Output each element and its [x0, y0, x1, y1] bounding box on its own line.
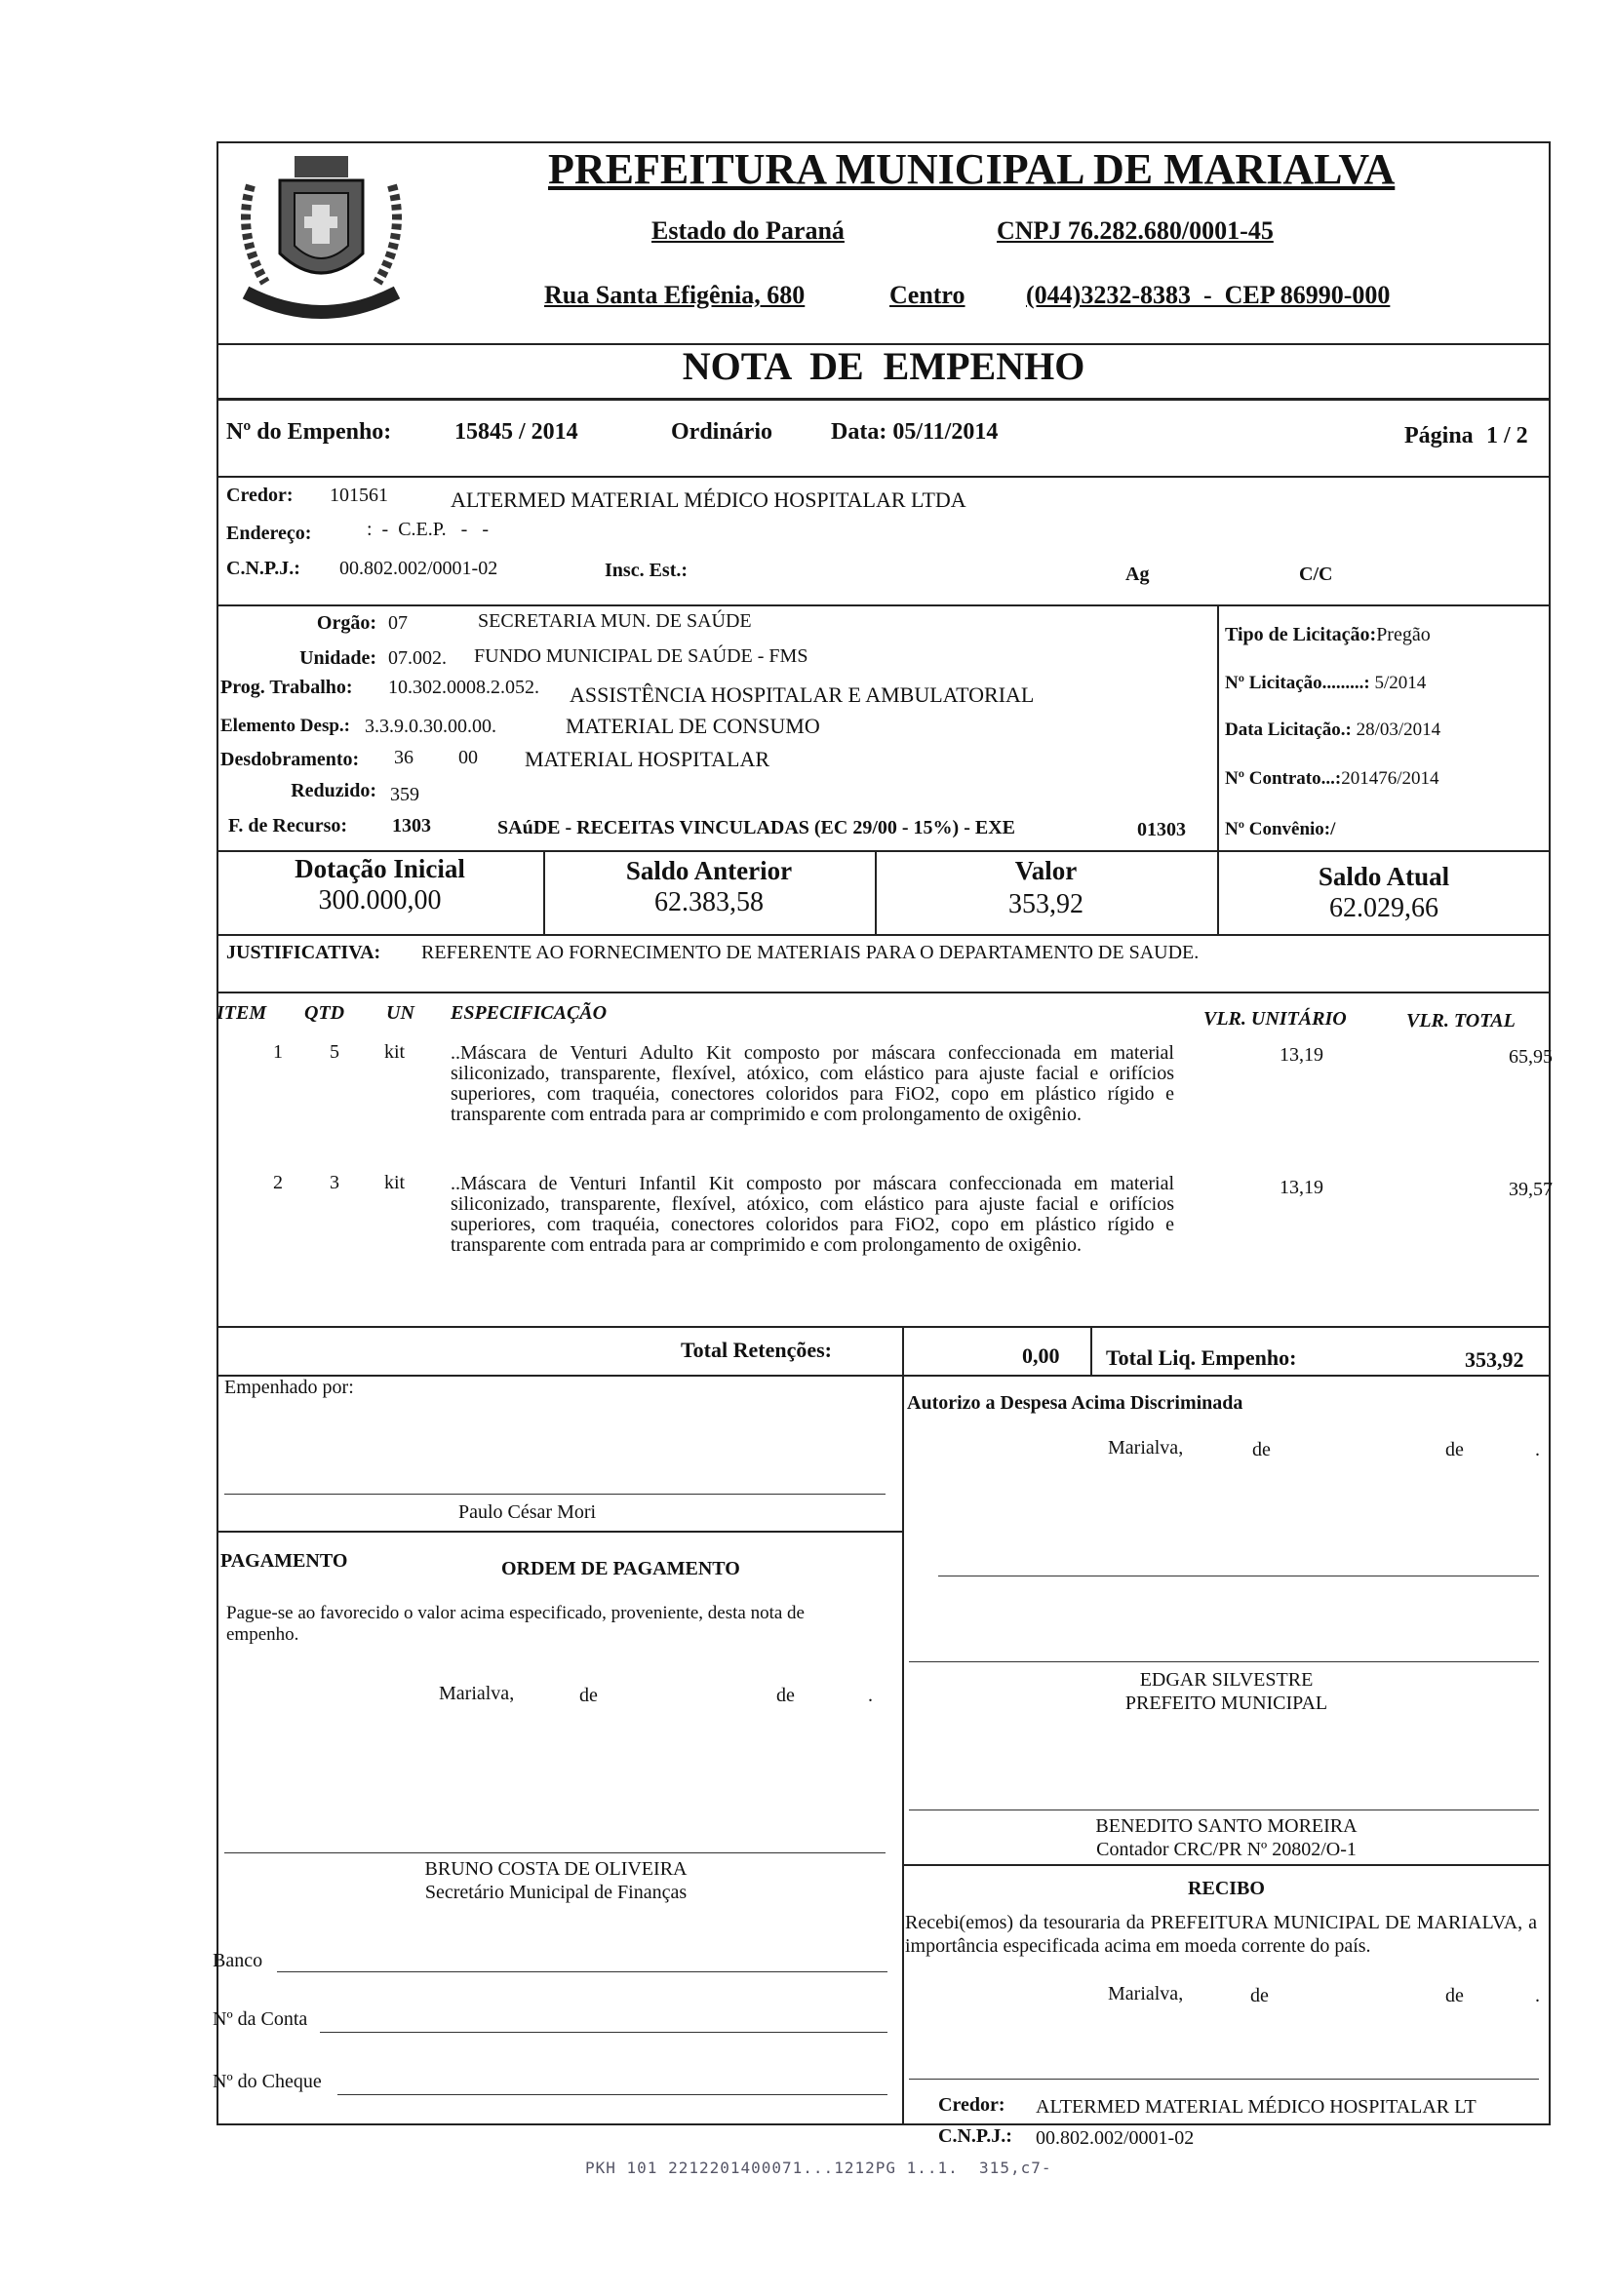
recibo-de-2: de: [1445, 1985, 1464, 2006]
item-number: 2: [273, 1172, 283, 1193]
recibo-dot: .: [1535, 1985, 1540, 2006]
recibo-credor-label: Credor:: [938, 2094, 1005, 2116]
recurso-code-2: 01303: [1137, 819, 1186, 840]
financas-name: BRUNO COSTA DE OLIVEIRA: [424, 1858, 688, 1880]
divider: [217, 850, 1551, 852]
banco-label: Banco: [213, 1950, 263, 1971]
saldo-anterior-value: 62.383,58: [654, 887, 764, 917]
numero-convenio: Nº Convênio:/: [1225, 819, 1336, 839]
pagamento-de-1: de: [579, 1685, 598, 1706]
items-header-un: UN: [386, 1002, 414, 1024]
reduzido-code: 359: [390, 784, 419, 805]
retencoes-value: 0,00: [1022, 1343, 1060, 1368]
prefeito-name: EDGAR SILVESTRE: [1139, 1669, 1314, 1691]
financas-title: Secretário Municipal de Finanças: [424, 1882, 688, 1903]
dotacao-label: Dotação Inicial: [295, 854, 465, 883]
divider: [217, 1375, 1551, 1377]
numero-contrato: Nº Contrato...:201476/2014: [1225, 768, 1439, 789]
item-vlr-total: 65,95: [1509, 1046, 1553, 1068]
endereco-label: Endereço:: [226, 523, 312, 544]
autorizo-dot: .: [1535, 1439, 1540, 1460]
valor-value: 353,92: [1008, 889, 1083, 919]
item-un: kit: [384, 1172, 406, 1193]
pagamento-city: Marialva,: [439, 1683, 515, 1704]
justificativa-text: REFERENTE AO FORNECIMENTO DE MATERIAIS PARA O DEPARTAMENTO DE SAUDE.: [421, 942, 1200, 963]
endereco-value: : - C.E.P. - -: [367, 519, 489, 540]
divider: [217, 398, 1551, 401]
empenhado-por-label: Empenhado por:: [224, 1377, 354, 1398]
orgao-name: SECRETARIA MUN. DE SAÚDE: [478, 610, 752, 632]
elem-label: Elemento Desp.:: [220, 716, 350, 736]
empenho-date: Data: 05/11/2014: [831, 419, 999, 445]
cnpj-label: C.N.P.J.:: [226, 558, 300, 579]
signature-line: [909, 1661, 1539, 1662]
contador-title: Contador CRC/PR Nº 20802/O-1: [1096, 1839, 1357, 1860]
data-licitacao: Data Licitação.: 28/03/2014: [1225, 720, 1441, 740]
prog-code: 10.302.0008.2.052.: [388, 677, 539, 698]
recibo-text: Recebi(emos) da tesouraria da PREFEITURA MUNICIPAL DE MARIALVA, a importância especificada acima em moeda corrente do país.: [905, 1912, 1537, 1957]
items-header-qtd: QTD: [304, 1002, 345, 1024]
autorizo-city: Marialva,: [1108, 1437, 1184, 1459]
credor-name: ALTERMED MATERIAL MÉDICO HOSPITALAR LTDA: [451, 487, 966, 512]
insc-label: Insc. Est.:: [605, 560, 689, 581]
banco-line: [277, 1971, 887, 1972]
table-row: [217, 1170, 1551, 1301]
item-spec: ..Máscara de Venturi Adulto Kit composto por máscara confeccionada em material siliconizado, transparente, flexível, atóxico, com elástico para ajuste facial e orifícios superiores, com traquéia, conectores coloridos para FiO2, copo em plástico rígido e transparente com entrada para ar comprimido e com prolongamento de oxigênio.: [451, 1042, 1174, 1125]
cheque-line: [337, 2094, 887, 2095]
orgao-label: Orgão:: [316, 612, 376, 634]
orgao-code: 07: [388, 612, 408, 634]
conta-label: Nº da Conta: [213, 2008, 308, 2030]
municipal-address: Rua Santa Efigênia, 680: [544, 281, 806, 309]
recurso-name: SAúDE - RECEITAS VINCULADAS (EC 29/00 - 15%) - EXE: [497, 817, 1015, 838]
item-spec: ..Máscara de Venturi Infantil Kit composto por máscara confeccionada em material siliconizado, transparente, flexível, atóxico, com elástico para ajuste facial e orifícios superiores, com traquéia, conectores coloridos para FiO2, copo em plástico rígido e transparente com entrada para ar comprimido e com prolongamento de oxigênio.: [451, 1173, 1174, 1256]
item-un: kit: [384, 1041, 406, 1063]
recurso-label: F. de Recurso:: [228, 815, 348, 837]
elem-code: 3.3.9.0.30.00.00.: [365, 716, 496, 737]
autorizo-de-2: de: [1445, 1439, 1464, 1460]
liq-label: Total Liq. Empenho:: [1106, 1345, 1297, 1370]
item-vlr-unit: 13,19: [1280, 1177, 1323, 1198]
saldo-atual-label: Saldo Atual: [1318, 862, 1450, 891]
items-header-vlr-total: VLR. TOTAL: [1406, 1010, 1516, 1031]
recurso-code: 1303: [392, 815, 431, 837]
recibo-city: Marialva,: [1108, 1983, 1184, 2004]
dotacao-value: 300.000,00: [318, 885, 442, 915]
recibo-label: RECIBO: [1188, 1878, 1265, 1899]
credor-code: 101561: [330, 485, 388, 506]
divider: [217, 1531, 902, 1533]
signature-line: [909, 2079, 1539, 2080]
page-number: 1 / 2: [1486, 423, 1528, 448]
credor-label: Credor:: [226, 485, 294, 506]
document-title: NOTA DE EMPENHO: [682, 344, 1085, 388]
items-header-vlr-unit: VLR. UNITÁRIO: [1203, 1008, 1347, 1030]
prog-label: Prog. Trabalho:: [220, 677, 353, 698]
item-qtd: 5: [330, 1041, 339, 1063]
desd-code: 36: [394, 747, 414, 768]
liq-value: 353,92: [1465, 1347, 1524, 1372]
unidade-label: Unidade:: [299, 647, 376, 669]
desd-name: MATERIAL HOSPITALAR: [525, 747, 770, 771]
valor-label: Valor: [1014, 856, 1078, 885]
empenho-type: Ordinário: [671, 419, 773, 445]
cnpj-value: 00.802.002/0001-02: [339, 558, 498, 579]
items-header-item: ITEM: [217, 1002, 267, 1024]
table-row: [217, 1039, 1551, 1170]
recibo-cnpj-label: C.N.P.J.:: [938, 2125, 1012, 2147]
unidade-name: FUNDO MUNICIPAL DE SAÚDE - FMS: [474, 645, 808, 667]
elem-name: MATERIAL DE CONSUMO: [566, 714, 820, 738]
saldo-atual-value: 62.029,66: [1329, 893, 1438, 923]
retencoes-label: Total Retenções:: [681, 1338, 832, 1362]
item-number: 1: [273, 1041, 283, 1063]
divider: [1217, 604, 1219, 850]
item-vlr-unit: 13,19: [1280, 1044, 1323, 1066]
empenhado-name: Paulo César Mori: [458, 1501, 597, 1523]
prog-name: ASSISTÊNCIA HOSPITALAR E AMBULATORIAL: [570, 682, 1035, 707]
municipal-phone-cep: (044)3232-8383 - CEP 86990-000: [1026, 281, 1391, 309]
recibo-credor-value: ALTERMED MATERIAL MÉDICO HOSPITALAR LT: [1036, 2096, 1477, 2118]
saldo-anterior-label: Saldo Anterior: [625, 856, 793, 885]
page-title: PREFEITURA MUNICIPAL DE MARIALVA: [548, 145, 1396, 193]
reduzido-label: Reduzido:: [291, 780, 376, 801]
pagamento-de-2: de: [776, 1685, 795, 1706]
divider: [902, 1375, 904, 2125]
divider: [217, 604, 1551, 606]
signature-line: [224, 1852, 886, 1853]
empenho-number: 15845 / 2014: [454, 419, 578, 445]
page-label: Página: [1404, 423, 1474, 448]
item-qtd: 3: [330, 1172, 339, 1193]
numero-licitacao: Nº Licitação.........: 5/2014: [1225, 673, 1427, 693]
items-header-spec: ESPECIFICAÇÃO: [451, 1002, 608, 1024]
justificativa-label: JUSTIFICATIVA:: [226, 942, 381, 963]
desd-sub: 00: [458, 747, 478, 768]
divider: [217, 934, 1551, 936]
divider: [902, 1326, 904, 1375]
unidade-code: 07.002.: [388, 647, 447, 669]
recibo-cnpj-value: 00.802.002/0001-02: [1036, 2127, 1195, 2149]
divider: [217, 992, 1551, 993]
cheque-label: Nº do Cheque: [213, 2071, 322, 2092]
pagamento-dot: .: [868, 1685, 873, 1706]
divider: [217, 476, 1551, 478]
footer-code: PKH 101 2212201400071...1212PG 1..1. 315,c7-: [585, 2159, 1052, 2177]
autorizo-de-1: de: [1252, 1439, 1271, 1460]
tipo-licitacao: Tipo de Licitação:Pregão: [1225, 624, 1431, 645]
autorizo-label: Autorizo a Despesa Acima Discriminada: [907, 1392, 1243, 1414]
divider: [902, 1864, 1551, 1866]
conta-line: [320, 2032, 887, 2033]
municipal-cnpj: CNPJ 76.282.680/0001-45: [997, 216, 1274, 245]
state-name: Estado do Paraná: [651, 216, 845, 245]
empenho-label: Nº do Empenho:: [226, 419, 392, 445]
contador-name: BENEDITO SANTO MOREIRA: [1095, 1815, 1358, 1837]
municipal-district: Centro: [889, 281, 965, 309]
desd-label: Desdobramento:: [220, 749, 360, 770]
signature-line: [224, 1494, 886, 1495]
recibo-de-1: de: [1250, 1985, 1269, 2006]
ag-label: Ag: [1125, 564, 1150, 585]
prefeito-title: PREFEITO MUNICIPAL: [1124, 1693, 1328, 1714]
divider: [1090, 1326, 1092, 1375]
divider: [217, 1326, 1551, 1328]
pagamento-label: PAGAMENTO: [220, 1550, 348, 1572]
pague-se-text: Pague-se ao favorecido o valor acima especificado, proveniente, desta nota de empenho.: [226, 1603, 805, 1645]
ordem-pagamento-label: ORDEM DE PAGAMENTO: [501, 1558, 740, 1579]
item-vlr-total: 39,57: [1509, 1179, 1553, 1200]
cc-label: C/C: [1299, 564, 1333, 585]
